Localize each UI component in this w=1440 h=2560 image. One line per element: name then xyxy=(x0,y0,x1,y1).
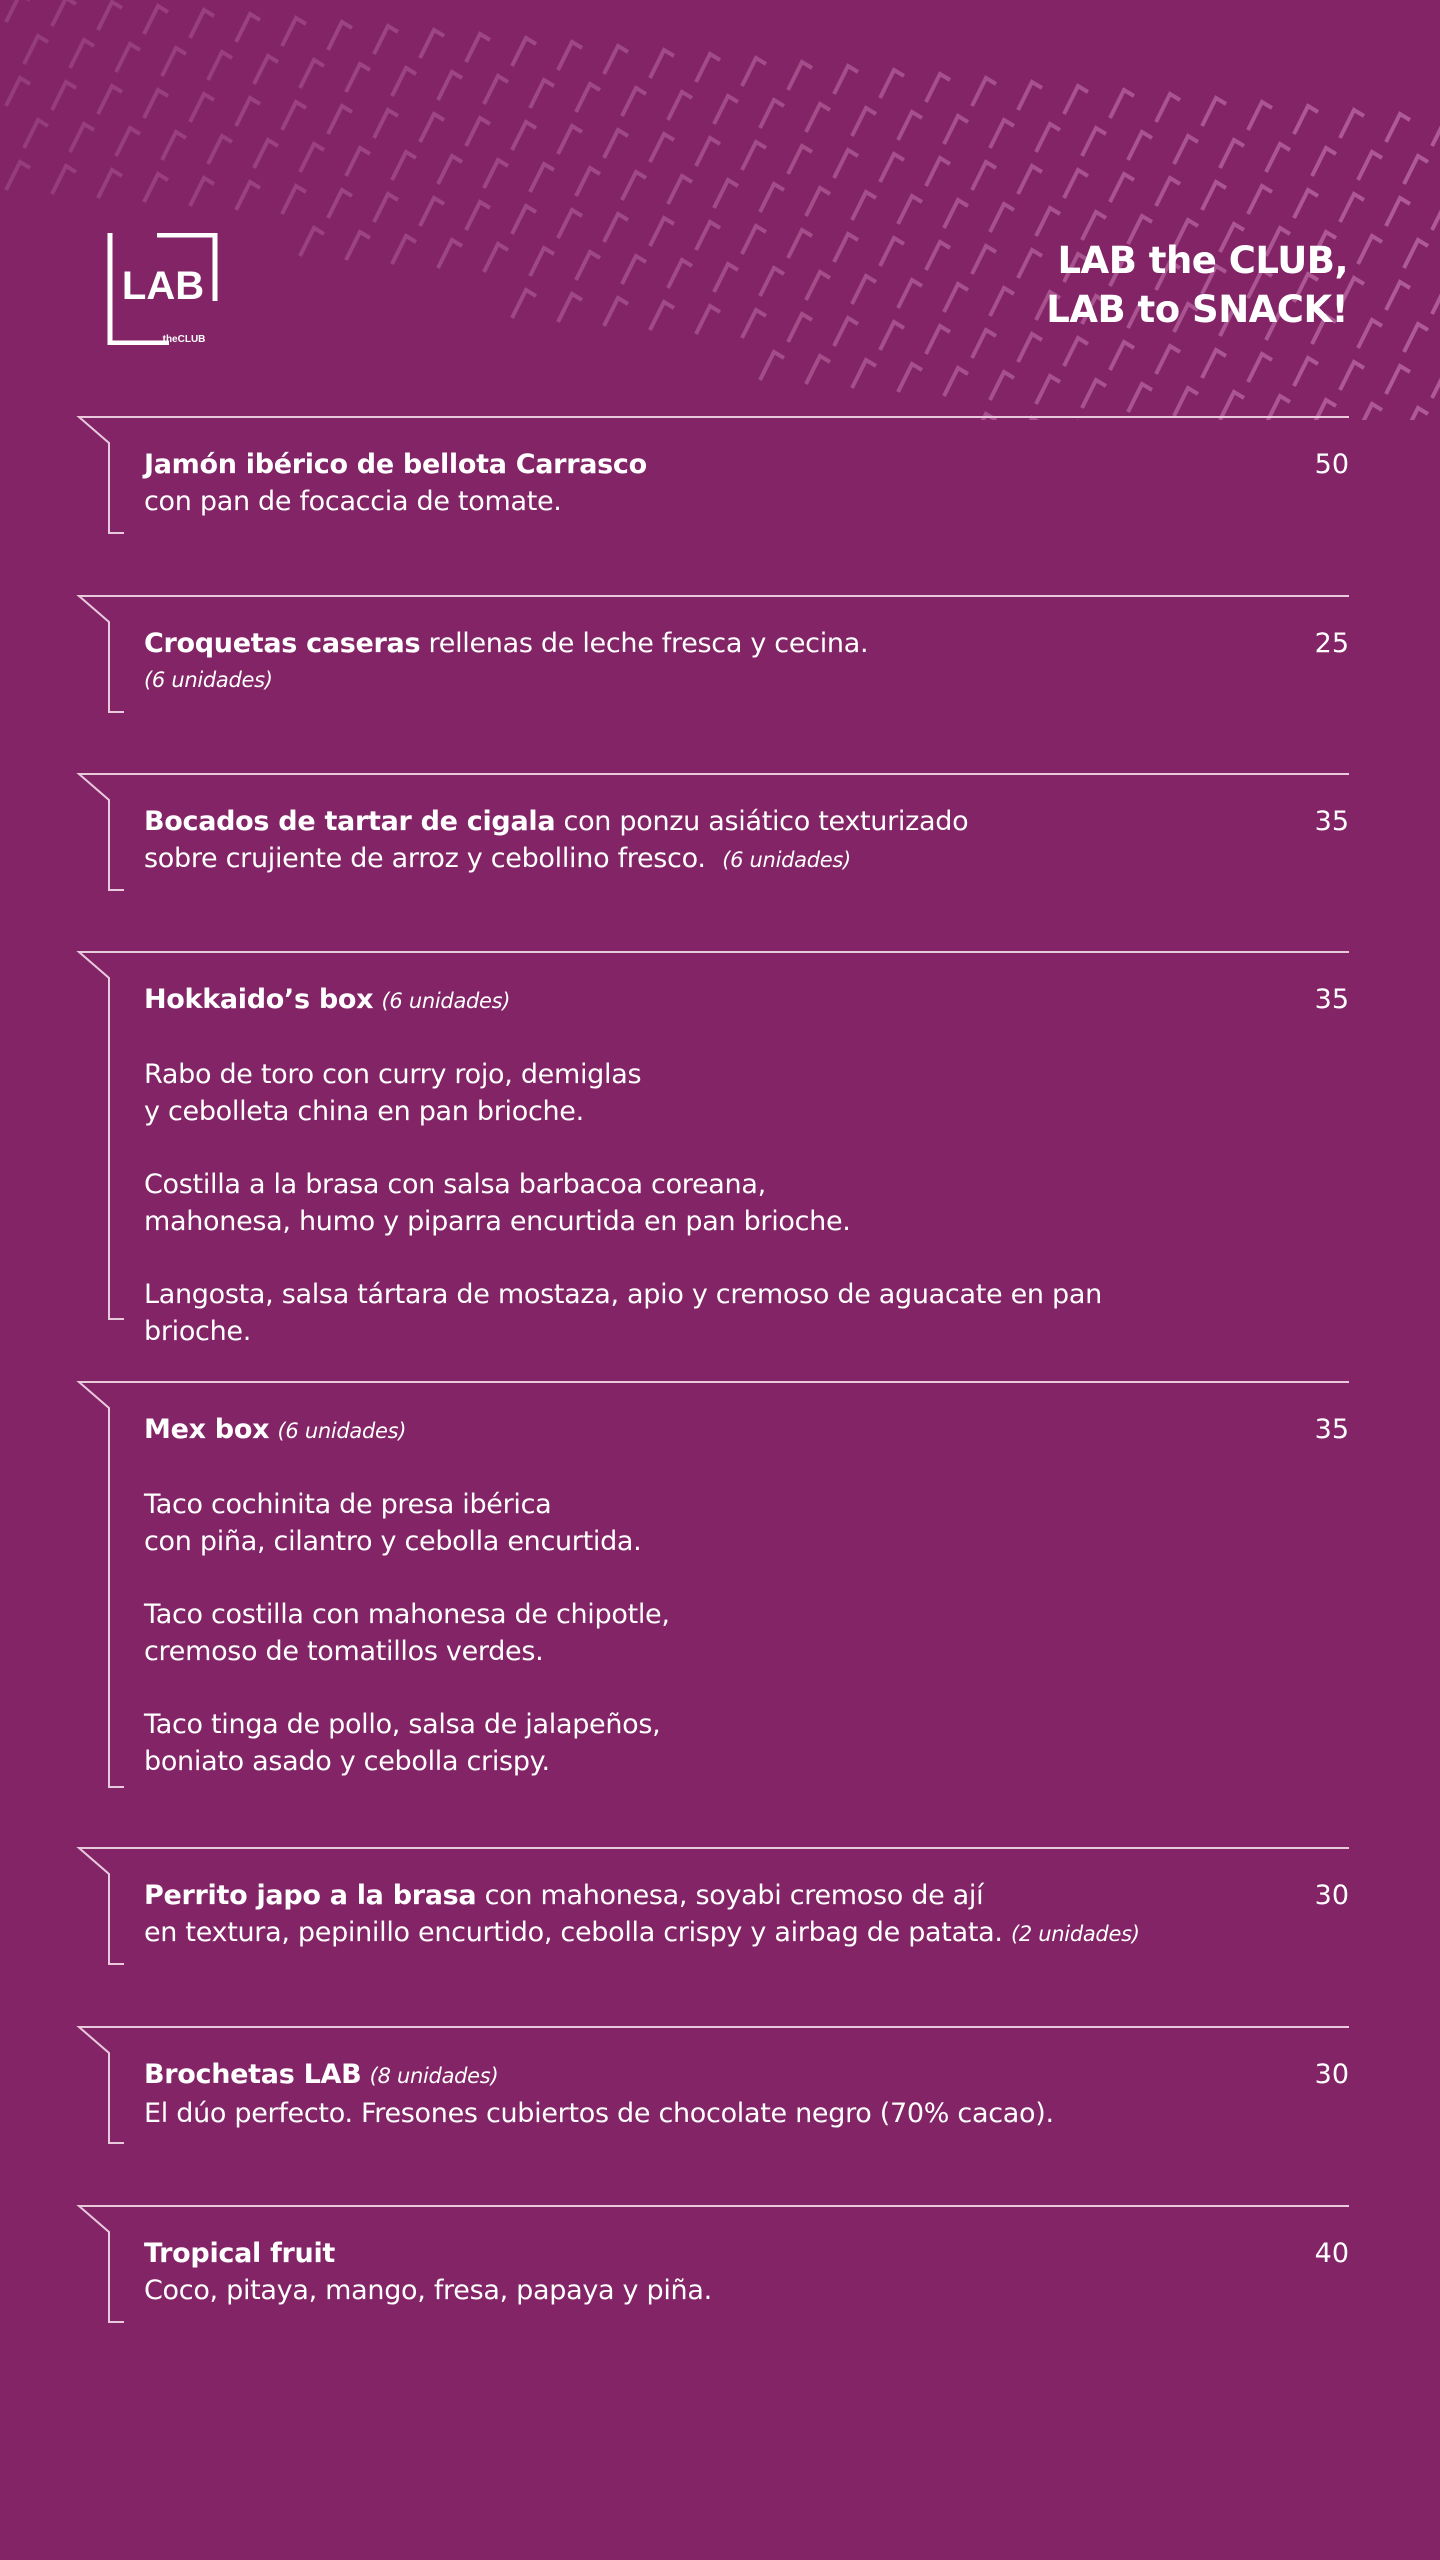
pattern-hook xyxy=(1358,236,1382,264)
pattern-hook xyxy=(1082,380,1106,408)
pattern-hook xyxy=(926,326,950,354)
pattern-hook xyxy=(1036,376,1060,404)
decorative-pattern xyxy=(0,0,1440,420)
pattern-hook xyxy=(374,26,398,54)
item-price: 40 xyxy=(1314,2238,1349,2269)
pattern-hook xyxy=(742,310,766,338)
pattern-hook xyxy=(972,246,996,274)
pattern-hook xyxy=(880,238,904,266)
pattern-hook xyxy=(1110,342,1134,370)
pattern-hook xyxy=(650,218,674,246)
item-text: mahonesa, humo y piparra encurtida en pan brioche. xyxy=(144,1206,851,1237)
item-text: Coco, pitaya, mango, fresa, papaya y piña. xyxy=(144,2275,712,2306)
item-text: en textura, pepinillo encurtido, cebolla crispy y airbag de patata. xyxy=(144,1917,1003,1948)
pattern-hook xyxy=(282,186,306,214)
pattern-hook xyxy=(1266,144,1290,172)
pattern-hook xyxy=(806,272,830,300)
item-price: 30 xyxy=(1314,2059,1349,2090)
pattern-hook xyxy=(392,152,416,180)
item-price: 35 xyxy=(1314,1414,1349,1445)
pattern-hook xyxy=(806,356,830,384)
headline xyxy=(1046,236,1348,334)
item-paragraph xyxy=(144,1486,1194,1560)
pattern-hook xyxy=(144,6,168,34)
logo-text: LAB xyxy=(121,264,205,308)
pattern-hook xyxy=(696,138,720,166)
pattern-hook xyxy=(328,106,352,134)
pattern-hook xyxy=(420,114,444,142)
pattern-hook xyxy=(208,136,232,164)
pattern-hook xyxy=(420,198,444,226)
pattern-hook xyxy=(466,202,490,230)
menu-item xyxy=(78,416,1349,536)
item-text: Langosta, salsa tártara de mostaza, apio y cremoso de aguacate en pan brioche. xyxy=(144,1279,1102,1347)
pattern-hook xyxy=(1018,334,1042,362)
pattern-hook xyxy=(236,14,260,42)
pattern-hook xyxy=(1358,320,1382,348)
pattern-hook xyxy=(1312,148,1336,176)
pattern-hook xyxy=(392,68,416,96)
pattern-hook xyxy=(530,164,554,192)
item-text: con ponzu asiático texturizado xyxy=(555,806,969,837)
pattern-hook xyxy=(484,160,508,188)
pattern-hook xyxy=(1082,128,1106,156)
item-description xyxy=(144,446,1194,520)
pattern-hook xyxy=(1202,182,1226,210)
pattern-hook xyxy=(880,154,904,182)
pattern-hook xyxy=(484,76,508,104)
logo-subtext: theCLUB xyxy=(162,334,206,345)
pattern-hook xyxy=(852,360,876,388)
item-text: con piña, cilantro y cebolla encurtida. xyxy=(144,1526,642,1557)
pattern-hook xyxy=(1432,202,1440,230)
item-text: Costilla a la brasa con salsa barbacoa coreana, xyxy=(144,1169,766,1200)
pattern-hook xyxy=(1110,90,1134,118)
pattern-hook xyxy=(668,92,692,120)
pattern-hook xyxy=(484,244,508,272)
pattern-hook xyxy=(190,94,214,122)
pattern-hook xyxy=(466,34,490,62)
pattern-hook xyxy=(1340,362,1364,390)
pattern-hook xyxy=(898,112,922,140)
pattern-hook xyxy=(254,56,278,84)
pattern-hook xyxy=(1174,136,1198,164)
pattern-hook xyxy=(944,200,968,228)
pattern-hook xyxy=(650,134,674,162)
pattern-hook xyxy=(438,72,462,100)
menu-item xyxy=(78,2205,1349,2325)
item-text: Rabo de toro con curry rojo, demiglas xyxy=(144,1059,642,1090)
pattern-hook xyxy=(70,40,94,68)
pattern-hook xyxy=(1156,346,1180,374)
pattern-hook xyxy=(1432,118,1440,146)
pattern-hook xyxy=(144,174,168,202)
menu-item xyxy=(78,2026,1349,2146)
pattern-hook xyxy=(990,372,1014,400)
pattern-hook xyxy=(880,70,904,98)
pattern-hook xyxy=(254,140,278,168)
pattern-hook xyxy=(328,190,352,218)
pattern-hook xyxy=(98,170,122,198)
pattern-hook xyxy=(1174,388,1198,416)
pattern-hook xyxy=(650,302,674,330)
item-price: 30 xyxy=(1314,1880,1349,1911)
item-description xyxy=(144,625,1194,699)
pattern-hook xyxy=(788,230,812,258)
menu-item xyxy=(78,773,1349,893)
pattern-hook xyxy=(990,204,1014,232)
pattern-hook xyxy=(668,260,692,288)
pattern-hook xyxy=(880,322,904,350)
pattern-hook xyxy=(972,330,996,358)
pattern-hook xyxy=(558,210,582,238)
item-text: con mahonesa, soyabi cremoso de ají xyxy=(476,1880,984,1911)
pattern-hook xyxy=(926,242,950,270)
pattern-hook xyxy=(1248,186,1272,214)
pattern-hook xyxy=(466,118,490,146)
pattern-hook xyxy=(346,232,370,260)
pattern-hook xyxy=(972,78,996,106)
pattern-hook xyxy=(512,290,536,318)
pattern-hook xyxy=(208,52,232,80)
pattern-hook xyxy=(1220,140,1244,168)
pattern-hook xyxy=(622,256,646,284)
pattern-hook xyxy=(972,162,996,190)
pattern-hook xyxy=(1202,98,1226,126)
pattern-hook xyxy=(1404,324,1428,352)
pattern-hook xyxy=(926,74,950,102)
pattern-hook xyxy=(1248,354,1272,382)
item-units: (2 unidades) xyxy=(1010,1922,1140,1946)
pattern-hook xyxy=(328,22,352,50)
pattern-hook xyxy=(696,54,720,82)
pattern-hook xyxy=(714,264,738,292)
pattern-hook xyxy=(742,58,766,86)
item-paragraph xyxy=(144,1276,1194,1350)
pattern-hook xyxy=(1386,366,1410,394)
pattern-hook xyxy=(1432,370,1440,398)
item-price: 50 xyxy=(1314,449,1349,480)
pattern-hook xyxy=(944,116,968,144)
item-units: (8 unidades) xyxy=(369,2064,499,2088)
pattern-hook xyxy=(806,188,830,216)
pattern-hook xyxy=(576,84,600,112)
pattern-hook xyxy=(162,48,186,76)
pattern-hook xyxy=(346,64,370,92)
pattern-hook xyxy=(1386,198,1410,226)
menu-item xyxy=(78,951,1349,1347)
item-text: sobre crujiente de arroz y cebollino fresco. xyxy=(144,843,706,874)
item-name: Jamón ibérico de bellota Carrasco xyxy=(144,449,647,480)
item-description xyxy=(144,1411,1194,1780)
pattern-hook xyxy=(944,284,968,312)
pattern-hook xyxy=(236,182,260,210)
pattern-hook xyxy=(760,100,784,128)
pattern-hook xyxy=(696,222,720,250)
pattern-hook xyxy=(1018,82,1042,110)
pattern-hook xyxy=(1294,190,1318,218)
item-text: Taco tinga de pollo, salsa de jalapeños, xyxy=(144,1709,661,1740)
pattern-hook xyxy=(944,368,968,396)
pattern-hook xyxy=(1248,102,1272,130)
lab-logo xyxy=(107,233,219,345)
item-price: 35 xyxy=(1314,984,1349,1015)
pattern-hook xyxy=(6,78,30,106)
item-name: Croquetas caseras xyxy=(144,628,421,659)
menu-item xyxy=(78,1847,1349,1967)
pattern-hook xyxy=(650,50,674,78)
pattern-hook xyxy=(512,206,536,234)
pattern-hook xyxy=(576,252,600,280)
pattern-hook xyxy=(1358,404,1382,420)
pattern-hook xyxy=(392,236,416,264)
pattern-hook xyxy=(282,18,306,46)
pattern-hook xyxy=(760,184,784,212)
pattern-hook xyxy=(834,150,858,178)
pattern-hook xyxy=(530,80,554,108)
pattern-hook xyxy=(1404,240,1428,268)
pattern-hook xyxy=(190,10,214,38)
pattern-hook xyxy=(742,226,766,254)
pattern-hook xyxy=(116,128,140,156)
pattern-hook xyxy=(98,2,122,30)
pattern-hook xyxy=(1156,178,1180,206)
item-description xyxy=(144,2056,1264,2132)
pattern-hook xyxy=(788,62,812,90)
item-units: (6 unidades) xyxy=(722,848,851,872)
item-units: (6 unidades) xyxy=(277,1419,407,1443)
item-name: Mex box xyxy=(144,1414,270,1445)
pattern-hook xyxy=(990,120,1014,148)
pattern-hook xyxy=(1036,208,1060,236)
pattern-hook xyxy=(696,306,720,334)
pattern-hook xyxy=(714,96,738,124)
headline-line-2: LAB to SNACK! xyxy=(1046,288,1348,331)
pattern-hook xyxy=(300,144,324,172)
pattern-hook xyxy=(512,122,536,150)
item-name: Hokkaido’s box xyxy=(144,984,374,1015)
pattern-hook xyxy=(1128,384,1152,412)
pattern-hook xyxy=(788,314,812,342)
menu-item xyxy=(78,1381,1349,1791)
pattern-hook xyxy=(236,98,260,126)
pattern-hook xyxy=(604,46,628,74)
item-name: Perrito japo a la brasa xyxy=(144,1880,477,1911)
pattern-hook xyxy=(898,196,922,224)
pattern-hook xyxy=(374,194,398,222)
menu-item xyxy=(78,595,1349,715)
pattern-hook xyxy=(6,162,30,190)
item-text: El dúo perfecto. Fresones cubiertos de chocolate negro (70% cacao). xyxy=(144,2098,1054,2129)
pattern-hook xyxy=(852,192,876,220)
pattern-hook xyxy=(1432,286,1440,314)
item-text: boniato asado y cebolla crispy. xyxy=(144,1746,550,1777)
pattern-hook xyxy=(834,318,858,346)
pattern-hook xyxy=(834,66,858,94)
pattern-hook xyxy=(1404,408,1428,420)
pattern-hook xyxy=(852,276,876,304)
pattern-hook xyxy=(24,36,48,64)
pattern-hook xyxy=(990,288,1014,316)
pattern-hook xyxy=(1340,194,1364,222)
item-name: Brochetas LAB xyxy=(144,2059,362,2090)
item-text: Taco costilla con mahonesa de chipotle, xyxy=(144,1599,670,1630)
pattern-hook xyxy=(438,240,462,268)
pattern-hook xyxy=(52,82,76,110)
pattern-hook xyxy=(1404,156,1428,184)
pattern-hook xyxy=(1294,358,1318,386)
pattern-hook xyxy=(1128,132,1152,160)
headline-line-1: LAB the CLUB, xyxy=(1057,239,1348,282)
pattern-hook xyxy=(52,0,76,26)
item-description xyxy=(144,981,1194,1350)
pattern-hook xyxy=(806,104,830,132)
pattern-hook xyxy=(558,42,582,70)
pattern-hook xyxy=(144,90,168,118)
pattern-hook xyxy=(1386,114,1410,142)
pattern-hook xyxy=(346,148,370,176)
item-text: y cebolleta china en pan brioche. xyxy=(144,1096,584,1127)
item-description xyxy=(144,2235,1194,2309)
pattern-hook xyxy=(6,0,30,22)
pattern-hook xyxy=(576,168,600,196)
pattern-hook xyxy=(622,88,646,116)
item-paragraph xyxy=(144,1596,1194,1670)
item-name: Tropical fruit xyxy=(144,2238,336,2269)
item-units: (6 unidades) xyxy=(144,668,273,692)
pattern-hook xyxy=(374,110,398,138)
item-text: Taco cochinita de presa ibérica xyxy=(144,1489,552,1520)
pattern-hook xyxy=(1340,110,1364,138)
item-paragraph xyxy=(144,1166,1194,1240)
pattern-hook xyxy=(1036,124,1060,152)
pattern-hook xyxy=(282,102,306,130)
pattern-hook xyxy=(1018,166,1042,194)
pattern-hook xyxy=(852,108,876,136)
pattern-hook xyxy=(834,234,858,262)
pattern-hook xyxy=(190,178,214,206)
pattern-hook xyxy=(1110,174,1134,202)
pattern-hook xyxy=(604,298,628,326)
pattern-hook xyxy=(898,364,922,392)
item-description xyxy=(144,1877,1264,1953)
item-text: cremoso de tomatillos verdes. xyxy=(144,1636,544,1667)
pattern-hook xyxy=(1294,106,1318,134)
pattern-hook xyxy=(742,142,766,170)
pattern-hook xyxy=(1358,152,1382,180)
item-price: 25 xyxy=(1314,628,1349,659)
pattern-hook xyxy=(438,156,462,184)
pattern-hook xyxy=(530,248,554,276)
pattern-hook xyxy=(788,146,812,174)
pattern-hook xyxy=(622,172,646,200)
item-description xyxy=(144,803,1194,879)
pattern-hook xyxy=(24,120,48,148)
item-price: 35 xyxy=(1314,806,1349,837)
pattern-hook xyxy=(1156,94,1180,122)
item-units: (6 unidades) xyxy=(381,989,511,1013)
pattern-hook xyxy=(1064,86,1088,114)
pattern-hook xyxy=(668,176,692,204)
pattern-hook xyxy=(898,280,922,308)
pattern-hook xyxy=(300,60,324,88)
pattern-hook xyxy=(70,124,94,152)
pattern-hook xyxy=(1386,282,1410,310)
pattern-hook xyxy=(714,180,738,208)
item-paragraph xyxy=(144,1056,1194,1130)
pattern-hook xyxy=(420,30,444,58)
pattern-hook xyxy=(1064,338,1088,366)
pattern-hook xyxy=(1064,170,1088,198)
pattern-hook xyxy=(1018,250,1042,278)
pattern-hook xyxy=(558,126,582,154)
pattern-hook xyxy=(300,228,324,256)
pattern-hook xyxy=(760,352,784,380)
pattern-hook xyxy=(162,132,186,160)
item-paragraph xyxy=(144,1706,1194,1780)
item-name: Bocados de tartar de cigala xyxy=(144,806,556,837)
pattern-hook xyxy=(1202,350,1226,378)
pattern-hook xyxy=(926,158,950,186)
pattern-hook xyxy=(760,268,784,296)
pattern-hook xyxy=(52,166,76,194)
pattern-hook xyxy=(604,130,628,158)
pattern-hook xyxy=(604,214,628,242)
pattern-hook xyxy=(512,38,536,66)
item-text: rellenas de leche fresca y cecina. xyxy=(420,628,869,659)
pattern-hook xyxy=(116,44,140,72)
item-text: con pan de focaccia de tomate. xyxy=(144,486,562,517)
pattern-hook xyxy=(558,294,582,322)
pattern-hook xyxy=(98,86,122,114)
